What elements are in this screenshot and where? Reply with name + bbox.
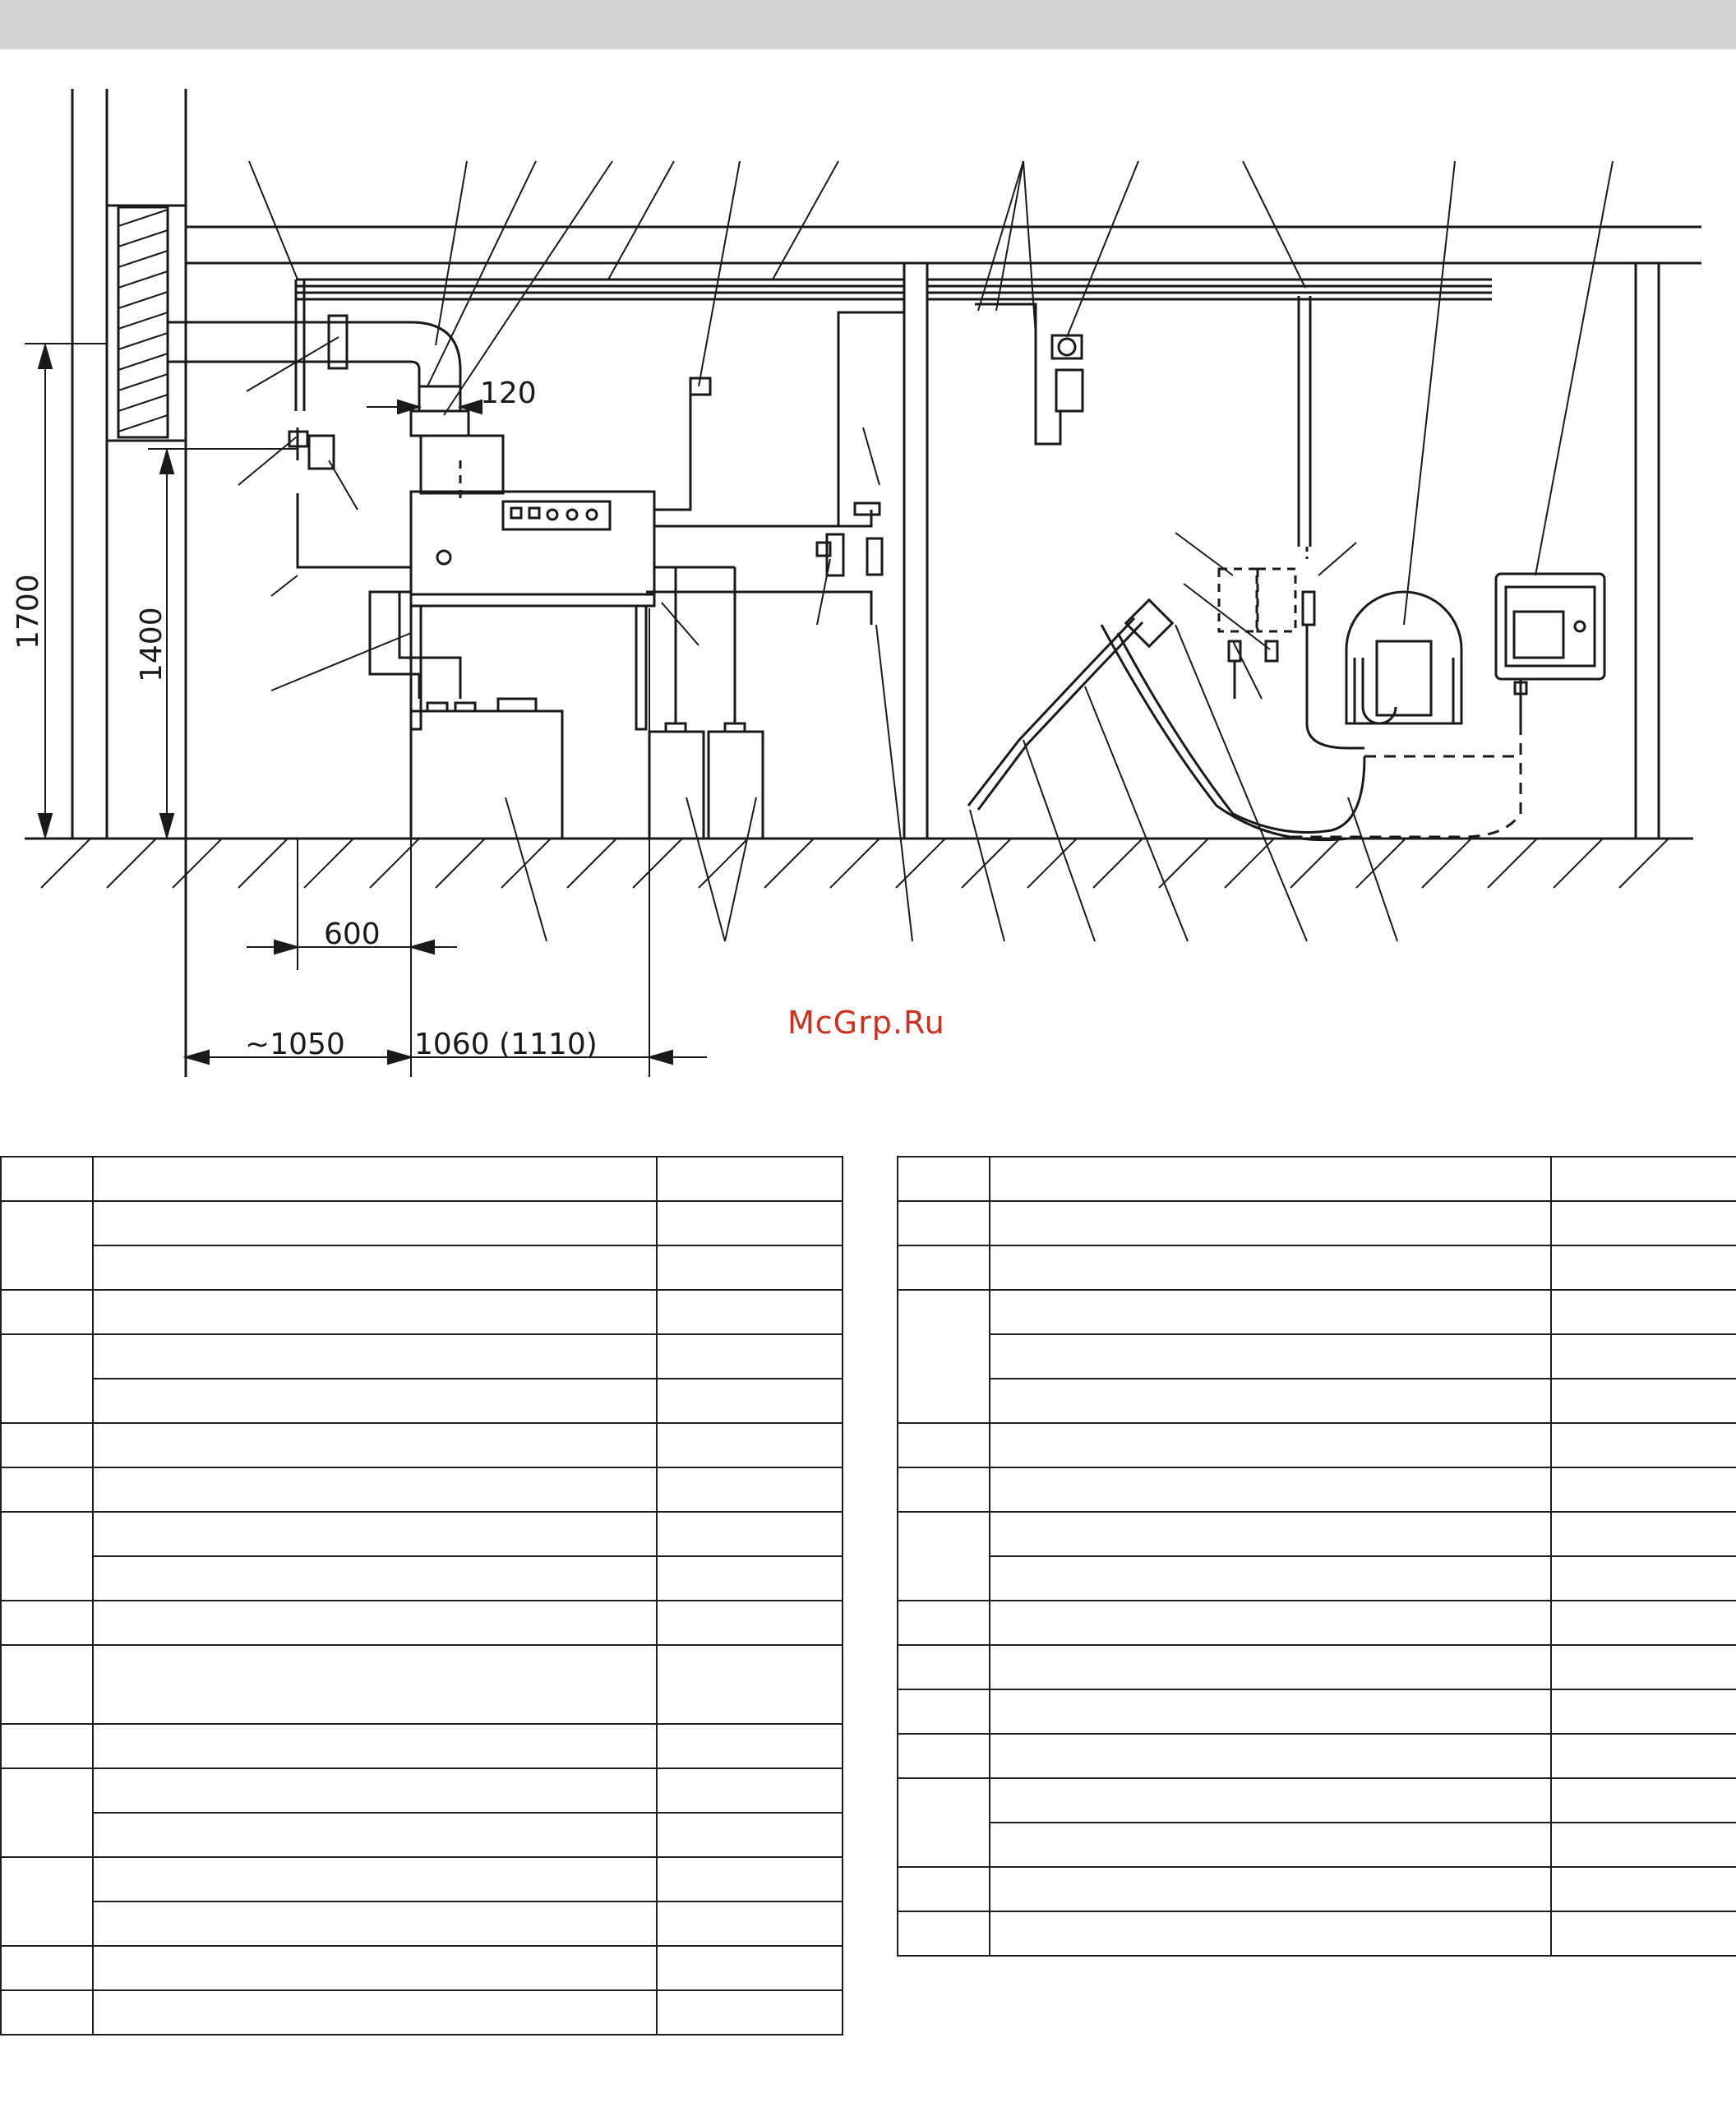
legend-partno-cell [1551, 1467, 1736, 1512]
dim-120: 120 [480, 377, 537, 410]
legend-description-cell [93, 1512, 657, 1556]
legend-partno-cell [1551, 1645, 1736, 1689]
legend-description-cell [990, 1823, 1551, 1867]
legend-row [1, 1946, 843, 1990]
legend-partno-cell [657, 1645, 843, 1724]
legend-description-cell [93, 1334, 657, 1379]
legend-row [898, 1467, 1736, 1512]
legend-position-cell [1, 1290, 93, 1334]
legend-position-cell [898, 1201, 990, 1245]
legend-row [1, 1724, 843, 1768]
legend-row [898, 1867, 1736, 1911]
legend-row [898, 1290, 1736, 1334]
legend-position-cell [1, 1467, 93, 1512]
legend-description-cell [93, 1645, 657, 1724]
legend-position-cell [1, 1157, 93, 1201]
legend-row [898, 1689, 1736, 1734]
legend-position-cell [1, 1645, 93, 1724]
legend-description-cell [990, 1645, 1551, 1689]
legend-description-cell [990, 1689, 1551, 1734]
legend-position-cell [1, 1990, 93, 2035]
dimension-lines [25, 344, 707, 1077]
legend-row [1, 1556, 843, 1601]
legend-partno-cell [1551, 1245, 1736, 1290]
legend-description-cell [93, 1946, 657, 1990]
legend-description-cell [990, 1778, 1551, 1823]
legend-row [1, 1290, 843, 1334]
legend-row [1, 1813, 843, 1857]
legend-row [898, 1245, 1736, 1290]
legend-description-cell [990, 1201, 1551, 1245]
dashed-lines [1282, 723, 1521, 837]
legend-row [898, 1601, 1736, 1645]
dim-1050: ~1050 [245, 1028, 345, 1061]
legend-row [1, 1990, 843, 2035]
legend-position-cell [898, 1601, 990, 1645]
legend-table-left [0, 1156, 843, 2036]
legend-description-cell [93, 1467, 657, 1512]
legend-partno-cell [657, 1902, 843, 1946]
legend-description-cell [93, 1423, 657, 1467]
legend-row [898, 1423, 1736, 1467]
legend-partno-cell [657, 1467, 843, 1512]
legend-partno-cell [657, 1768, 843, 1813]
legend-partno-cell [1551, 1778, 1736, 1823]
legend-description-cell [93, 1556, 657, 1601]
legend-row [898, 1911, 1736, 1956]
legend-row [1, 1512, 843, 1556]
legend-row [1, 1645, 843, 1724]
legend-description-cell [990, 1512, 1551, 1556]
legend-position-cell [898, 1689, 990, 1734]
legend-description-cell [93, 1379, 657, 1423]
legend-description-cell [93, 1157, 657, 1201]
legend-partno-cell [1551, 1157, 1736, 1201]
hose-reel [1307, 592, 1461, 748]
legend-position-cell [898, 1734, 990, 1778]
legend-row [1, 1467, 843, 1512]
wall-hatch [118, 210, 168, 432]
legend-partno-cell [1551, 1601, 1736, 1645]
legend-partno-cell [1551, 1512, 1736, 1556]
legend-partno-cell [657, 1857, 843, 1902]
legend-row [1, 1768, 843, 1813]
legend-partno-cell [1551, 1290, 1736, 1334]
legend-partno-cell [1551, 1911, 1736, 1956]
legend-position-cell [1, 1946, 93, 1990]
legend-description-cell [990, 1423, 1551, 1467]
legend-partno-cell [657, 1946, 843, 1990]
ceiling [186, 227, 1701, 839]
legend-partno-cell [657, 1990, 843, 2035]
dim-600: 600 [324, 917, 381, 951]
legend-row [898, 1556, 1736, 1601]
legend-partno-cell [1551, 1379, 1736, 1423]
legend-description-cell [990, 1556, 1551, 1601]
legend-partno-cell [657, 1556, 843, 1601]
fuel-tank [411, 699, 562, 839]
legend-partno-cell [657, 1601, 843, 1645]
legend-row [1, 1379, 843, 1423]
legend-position-cell [898, 1778, 990, 1867]
legend-row [898, 1778, 1736, 1823]
legend-description-cell [93, 1245, 657, 1290]
legend-description-cell [990, 1245, 1551, 1290]
legend-description-cell [93, 1990, 657, 2035]
legend-row [1, 1245, 843, 1290]
legend-position-cell [898, 1290, 990, 1423]
legend-position-cell [1, 1201, 93, 1290]
legend-position-cell [1, 1857, 93, 1946]
legend-description-cell [93, 1813, 657, 1857]
legend-row [1, 1857, 843, 1902]
legend-description-cell [93, 1902, 657, 1946]
legend-partno-cell [657, 1245, 843, 1290]
legend-row [898, 1645, 1736, 1689]
legend-partno-cell [657, 1423, 843, 1467]
legend-partno-cell [1551, 1556, 1736, 1601]
legend-partno-cell [1551, 1689, 1736, 1734]
building-wall [72, 89, 186, 1077]
legend-row [898, 1157, 1736, 1201]
legend-partno-cell [1551, 1334, 1736, 1379]
legend-row [1, 1201, 843, 1245]
watermark-text: McGrp.Ru [787, 1005, 945, 1041]
legend-partno-cell [1551, 1823, 1736, 1867]
legend-position-cell [1, 1724, 93, 1768]
legend-description-cell [93, 1857, 657, 1902]
legend-partno-cell [1551, 1867, 1736, 1911]
legend-description-cell [990, 1734, 1551, 1778]
control-switch [975, 304, 1083, 444]
legend-row [1, 1601, 843, 1645]
dim-1700: 1700 [12, 574, 45, 649]
supply-lines [289, 312, 904, 699]
legend-description-cell [990, 1467, 1551, 1512]
legend-position-cell [898, 1645, 990, 1689]
legend-description-cell [93, 1290, 657, 1334]
legend-partno-cell [1551, 1423, 1736, 1467]
legend-row [1, 1157, 843, 1201]
legend-table-right [897, 1156, 1736, 1957]
legend-row [1, 1423, 843, 1467]
legend-description-cell [93, 1724, 657, 1768]
legend-description-cell [990, 1379, 1551, 1423]
outlet-valves [1219, 547, 1314, 723]
legend-row [1, 1902, 843, 1946]
spray-lance [968, 600, 1364, 840]
legend-row [898, 1334, 1736, 1379]
ceiling-pipe-left [296, 280, 904, 411]
legend-partno-cell [657, 1334, 843, 1379]
dim-1400: 1400 [135, 607, 169, 682]
flue-pipe [168, 316, 503, 493]
legend-description-cell [93, 1768, 657, 1813]
ceiling-pipe-right [927, 280, 1492, 547]
legend-partno-cell [1551, 1201, 1736, 1245]
legend-partno-cell [657, 1813, 843, 1857]
legend-description-cell [990, 1601, 1551, 1645]
legend-position-cell [898, 1911, 990, 1956]
dimension-labels [12, 377, 598, 1061]
legend-description-cell [990, 1290, 1551, 1334]
legend-partno-cell [657, 1379, 843, 1423]
legend-position-cell [898, 1867, 990, 1911]
legend-description-cell [990, 1334, 1551, 1379]
legend-position-cell [898, 1512, 990, 1601]
legend-position-cell [898, 1157, 990, 1201]
legend-row [898, 1734, 1736, 1778]
legend-partno-cell [657, 1724, 843, 1768]
legend-partno-cell [657, 1290, 843, 1334]
legend-row [898, 1512, 1736, 1556]
legend-position-cell [1, 1601, 93, 1645]
legend-partno-cell [657, 1201, 843, 1245]
legend-position-cell [1, 1512, 93, 1601]
legend-description-cell [93, 1201, 657, 1245]
legend-position-cell [898, 1245, 990, 1290]
legend-row [898, 1379, 1736, 1423]
legend-position-cell [898, 1467, 990, 1512]
legend-position-cell [1, 1334, 93, 1423]
legend-partno-cell [657, 1157, 843, 1201]
legend-row [898, 1823, 1736, 1867]
legend-position-cell [898, 1423, 990, 1467]
legend-description-cell [990, 1157, 1551, 1201]
legend-partno-cell [1551, 1734, 1736, 1778]
high-pressure-unit [411, 460, 654, 729]
legend-row [898, 1201, 1736, 1245]
legend-description-cell [990, 1867, 1551, 1911]
control-box [1496, 574, 1604, 723]
legend-position-cell [1, 1768, 93, 1857]
floor-hatch [41, 839, 1669, 888]
legend-row [1, 1334, 843, 1379]
legend-partno-cell [657, 1512, 843, 1556]
legend-description-cell [990, 1911, 1551, 1956]
dim-1060: 1060 (1110) [414, 1028, 598, 1061]
legend-position-cell [1, 1423, 93, 1467]
legend-description-cell [93, 1601, 657, 1645]
